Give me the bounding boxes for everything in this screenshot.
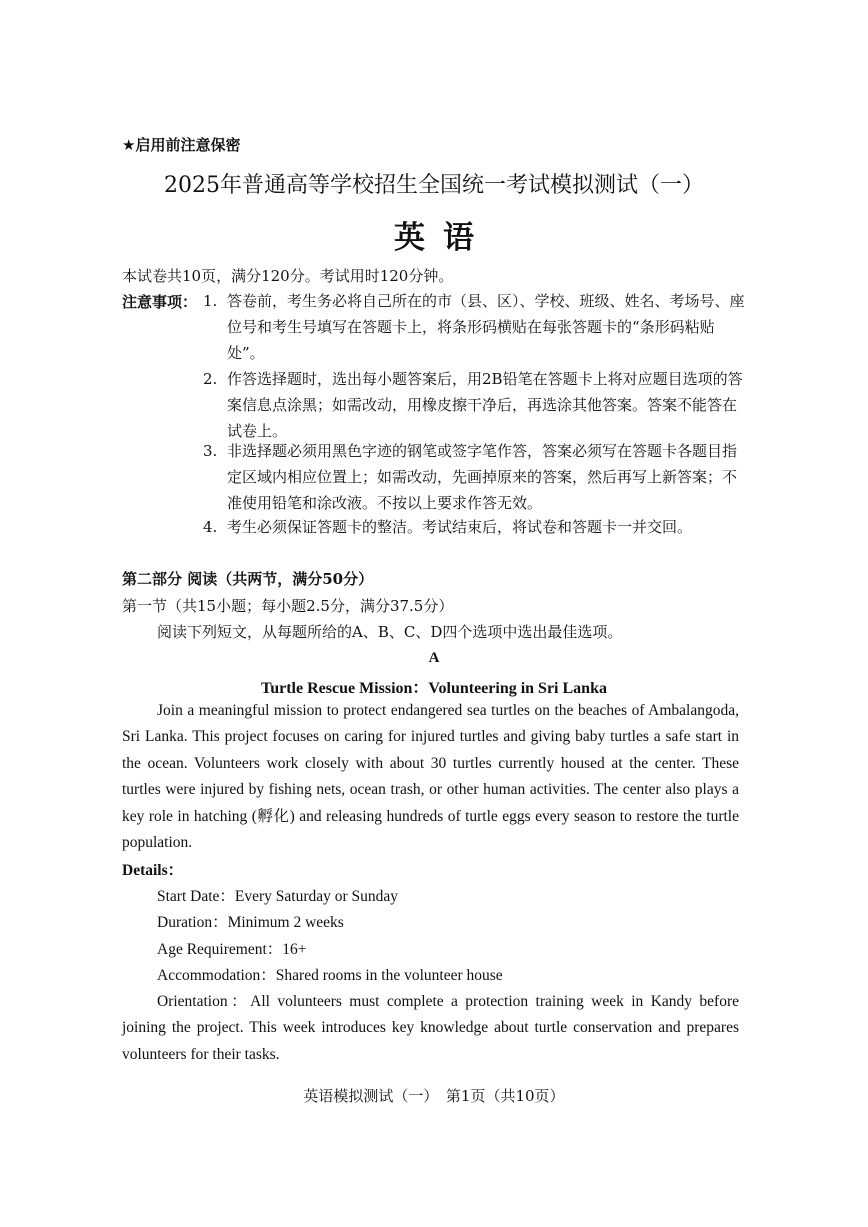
section-instruction: 阅读下列短文，从每题所给的A、B、C、D四个选项中选出最佳选项。 bbox=[157, 623, 623, 641]
passage-title: Turtle Rescue Mission：Volunteering in Sri Lanka bbox=[261, 680, 607, 697]
detail-age: Age Requirement：16+ bbox=[157, 941, 307, 958]
note-text: 答卷前，考生务必将自己所在的市（县、区）、学校、班级、姓名、考场号、座位号和考生号填写在答题卡上，将条形码横贴在每张答题卡的“条形码粘贴处”。 bbox=[227, 292, 745, 362]
notes-label: 注意事项： bbox=[122, 293, 198, 311]
note-text: 非选择题必须用黑色字迹的钢笔或签字笔作答，答案必须写在答题卡各题目指定区域内相应位置上；如需改动，先画掉原来的答案，然后再写上新答案；不准使用铅笔和涂改液。不按以上要求作答无效。 bbox=[227, 442, 738, 512]
section-title: 第一节（共15小题；每小题2.5分，满分37.5分） bbox=[122, 597, 454, 615]
note-item bbox=[203, 514, 748, 540]
note-number: 4. bbox=[203, 518, 218, 536]
note-item bbox=[203, 288, 748, 366]
note-item bbox=[203, 438, 748, 516]
note-text: 考生必须保证答题卡的整洁。考试结束后，将试卷和答题卡一并交回。 bbox=[227, 518, 693, 536]
page-footer: 英语模拟测试（一） 第1页（共10页） bbox=[303, 1087, 565, 1105]
detail-start-date: Start Date：Every Saturday or Sunday bbox=[157, 888, 399, 905]
exam-intro: 本试卷共10页，满分120分。考试用时120分钟。 bbox=[122, 267, 454, 285]
passage-paragraph: Orientation：All volunteers must complete a protection training week in Kandy before joining the project. This week introduces key knowledge about turtle conservation and prepares volunteers for their tasks. bbox=[122, 993, 739, 1063]
passage-paragraph: Join a meaningful mission to protect endangered sea turtles on the beaches of Ambalangoda, Sri Lanka. This project focuses on caring for injured turtles and giving baby turtles a safe start in the ocean. Volunteers work closely with about 30 turtles currently housed at the center. These turtles were injured by fishing nets, ocean trash, or other human activities. The center also plays a key role in hatching (孵化) and releasing hundreds of turtle eggs every season to restore the turtle population. bbox=[122, 702, 739, 852]
detail-accommodation: Accommodation：Shared rooms in the volunteer house bbox=[157, 967, 503, 984]
passage-letter: A bbox=[428, 650, 440, 666]
note-number: 3. bbox=[203, 442, 218, 460]
subject-title: 英语 bbox=[394, 220, 492, 256]
exam-title: 2025年普通高等学校招生全国统一考试模拟测试（一） bbox=[164, 173, 704, 198]
note-item bbox=[203, 366, 748, 444]
detail-duration: Duration：Minimum 2 weeks bbox=[157, 914, 344, 931]
details-label: Details： bbox=[122, 862, 184, 879]
note-number: 1. bbox=[203, 292, 218, 310]
part-title: 第二部分 阅读（共两节，满分50分） bbox=[122, 570, 374, 588]
note-number: 2. bbox=[203, 370, 218, 388]
confidential-mark: ★启用前注意保密 bbox=[122, 136, 241, 154]
note-text: 作答选择题时，选出每小题答案后，用2B铅笔在答题卡上将对应题目选项的答案信息点涂黑；如需改动，用橡皮擦干净后，再选涂其他答案。答案不能答在试卷上。 bbox=[227, 370, 743, 440]
